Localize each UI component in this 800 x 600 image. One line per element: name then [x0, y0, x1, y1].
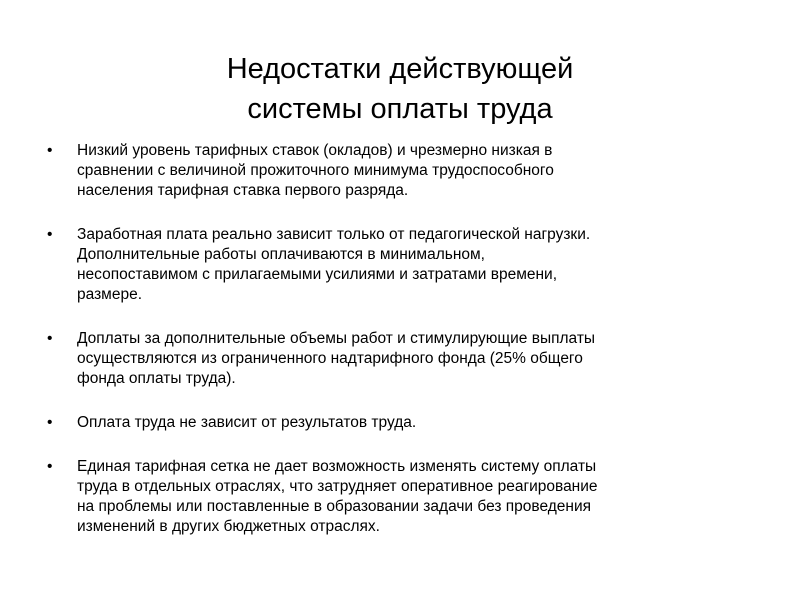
- bullet-text-line: Единая тарифная сетка не дает возможность изменять систему оплаты: [77, 458, 597, 475]
- bullet-item-salary-depends-on-load: [0, 225, 800, 305]
- bullet-icon: •: [47, 414, 53, 431]
- bullet-text-line: размере.: [77, 286, 142, 303]
- bullet-text-line: сравнении с величиной прожиточного минимума трудоспособного: [77, 162, 554, 179]
- bullet-text-line: труда в отдельных отраслях, что затрудняет оперативное реагирование: [77, 478, 598, 495]
- bullet-text-line: Доплаты за дополнительные объемы работ и стимулирующие выплаты: [77, 330, 596, 347]
- bullet-text-line: изменений в других бюджетных отраслях.: [77, 518, 380, 535]
- bullet-text-line: несопоставимом с прилагаемыми усилиями и затратами времени,: [77, 266, 558, 283]
- slide-title: [0, 49, 800, 129]
- bullet-text-line: фонда оплаты труда).: [77, 370, 236, 387]
- bullet-icon: •: [47, 226, 53, 243]
- bullet-text-line: осуществляются из ограниченного надтарифного фонда (25% общего: [77, 350, 583, 367]
- slide-title-line-1: Недостатки действующей: [226, 53, 574, 86]
- bullet-text-line: населения тарифная ставка первого разряда.: [77, 182, 409, 199]
- bullet-text: [77, 329, 760, 389]
- bullet-item-low-tariff-rates: [0, 141, 800, 201]
- bullet-icon: •: [47, 142, 53, 159]
- bullet-text-line: Заработная плата реально зависит только от педагогической нагрузки.: [77, 226, 591, 243]
- bullet-text: [77, 141, 760, 201]
- bullet-text: [77, 225, 760, 305]
- bullet-list: [0, 141, 800, 561]
- bullet-item-additional-payments-fund: [0, 329, 800, 389]
- bullet-text: [77, 413, 760, 433]
- bullet-text-line: на проблемы или поставленные в образовании задачи без проведения: [77, 498, 592, 515]
- bullet-text-line: Дополнительные работы оплачиваются в минимальном,: [77, 246, 485, 263]
- bullet-icon: •: [47, 458, 53, 475]
- bullet-item-unified-tariff-grid: [0, 457, 800, 537]
- bullet-item-pay-not-result-based: [0, 413, 800, 433]
- bullet-text-line: Низкий уровень тарифных ставок (окладов) и чрезмерно низкая в: [77, 142, 553, 159]
- bullet-text-line: Оплата труда не зависит от результатов труда.: [77, 414, 417, 431]
- bullet-icon: •: [47, 330, 53, 347]
- slide-title-line-2: системы оплаты труда: [247, 93, 553, 126]
- bullet-text: [77, 457, 760, 537]
